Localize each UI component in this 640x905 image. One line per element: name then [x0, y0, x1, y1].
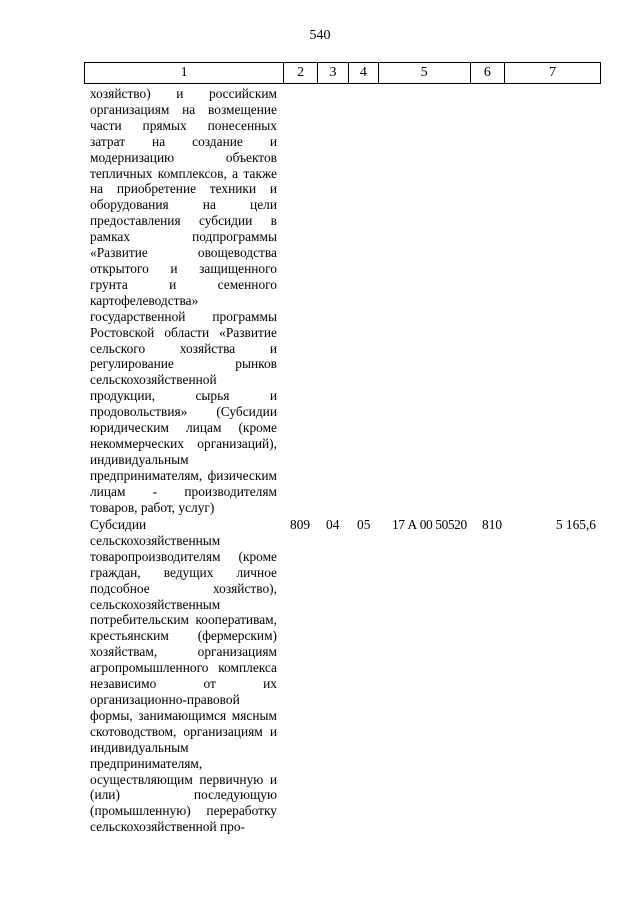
row-2-ministry: 809	[290, 517, 311, 532]
row-2-description: Субсидии сельскохозяйственным товаропроизводителям (кроме граждан, ведущих личное подсобное хозяйство), сельскохозяйственным потребительским кооперативам, крестьянским (фермерским) хозяйствам, организациям агропромышленного комплекса независимо от их организационно-правовой формы, занимающимся мясным скотоводством, организациям и индивидуальным предпринимателям, осуществляющим первичную и (или) последующую (промышленную) переработку сельскохозяйственной про-	[90, 517, 277, 835]
header-col-5: 5	[379, 63, 471, 83]
row-1-description: хозяйство) и российским организациям на возмещение части прямых понесенных затрат на создание и модернизацию объектов тепличных комплексов, а также на приобретение техники и оборудования на цели предоставления субсидии в рамках подпрограммы «Развитие овощеводства открытого и защищенного грунта и семенного картофелеводства» государственной программы Ростовской области «Развитие сельского хозяйства и регулирование рынков сельскохозяйственной продукции, сырья и продовольствия» (Субсидии юридическим лицам (кроме некоммерческих организаций), индивидуальным предпринимателям, физическим лицам - производителям товаров, работ, услуг)	[90, 86, 277, 515]
row-2-amount: 5 165,6	[555, 517, 596, 532]
header-col-3: 3	[318, 63, 349, 83]
page-number: 540	[309, 28, 331, 43]
row-2-target-article: 17 А 00 50520	[392, 517, 467, 532]
row-2-expense-type: 810	[482, 517, 503, 532]
header-col-7: 7	[549, 65, 557, 80]
row-2-section: 04	[326, 517, 340, 532]
table-header	[84, 62, 601, 84]
header-col-2: 2	[284, 63, 318, 83]
header-col-1: 1	[85, 63, 284, 83]
row-2-subsection: 05	[357, 517, 371, 532]
header-col-6: 6	[471, 63, 506, 83]
header-col-4: 4	[349, 63, 379, 83]
